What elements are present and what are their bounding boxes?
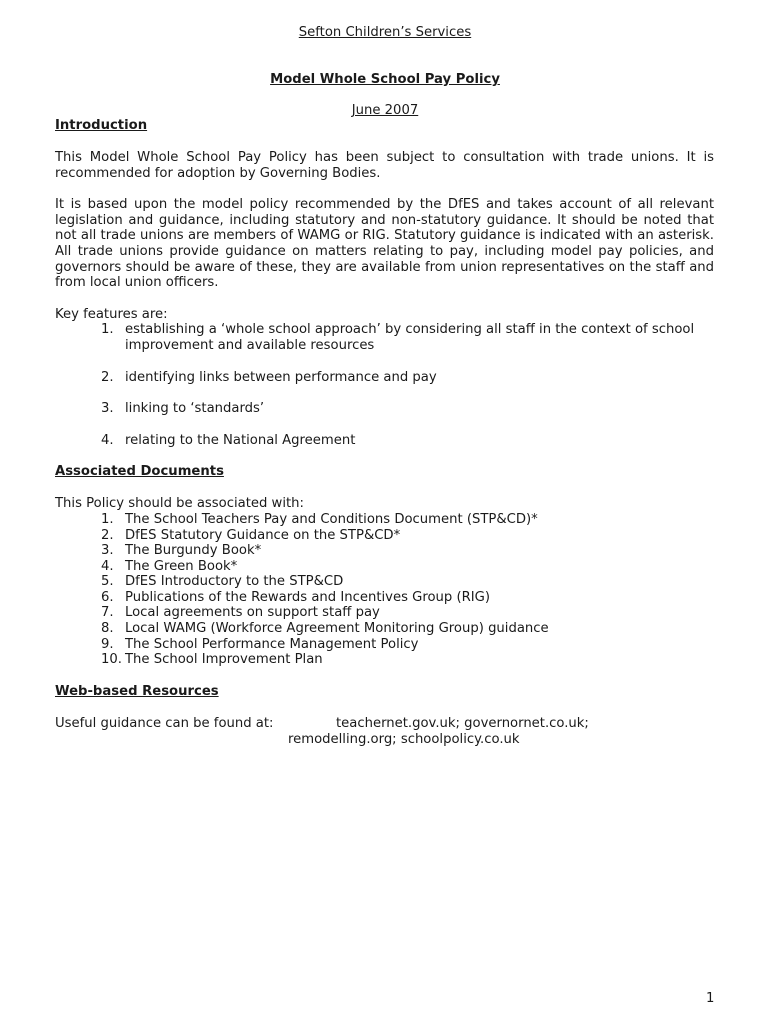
list-item-number: 1. [101, 511, 114, 527]
associated-documents-intro: This Policy should be associated with: [55, 496, 304, 512]
list-item-number: 1. [101, 322, 114, 338]
list-item [55, 574, 714, 590]
organisation-header: Sefton Children’s Services [298, 25, 472, 40]
list-item-number: 2. [101, 527, 114, 543]
list-item-text: The School Improvement Plan [125, 652, 323, 668]
list-item [55, 370, 714, 386]
list-item-text: identifying links between performance and pay [125, 369, 437, 385]
web-resources-links-line-2: remodelling.org; schoolpolicy.co.uk [288, 731, 520, 747]
list-item [55, 590, 714, 606]
list-item-number: 7. [101, 605, 114, 621]
page-number: 1 [706, 991, 715, 1006]
list-item-number: 8. [101, 621, 114, 637]
web-resources-label: Useful guidance can be found at: [55, 715, 274, 731]
web-resources-links-line-1: teachernet.gov.uk; governornet.co.uk; [336, 715, 589, 731]
associated-documents-list [55, 512, 714, 668]
introduction-heading: Introduction [55, 118, 148, 133]
list-item [55, 559, 714, 575]
list-item-text: linking to ‘standards’ [125, 401, 265, 417]
list-item-text: Local agreements on support staff pay [125, 605, 380, 621]
list-item-number: 3. [101, 543, 114, 559]
list-item-text: DfES Introductory to the STP&CD [125, 574, 344, 590]
list-item-text: The Green Book* [125, 558, 238, 574]
list-item-text: DfES Statutory Guidance on the STP&CD* [125, 527, 401, 543]
list-item [55, 543, 714, 559]
intro-paragraph-2: It is based upon the model policy recommended by the DfES and takes account of all relevant legislation and guidance, including statutory and non-statutory guidance. It should be noted that not all trade unions are members of WAMG or RIG. Statutory guidance is indicated with an asterisk. All trade unions provide guidance on matters relating to pay, including model pay policies, and governors should be aware of these, they are available from union representatives on the staff and from local union officers. [55, 197, 714, 291]
list-item [55, 621, 714, 637]
key-features-intro: Key features are: [55, 306, 168, 322]
list-item-text: relating to the National Agreement [125, 432, 356, 448]
list-item-text: The Burgundy Book* [125, 543, 262, 559]
list-item-text: The School Teachers Pay and Conditions Document (STP&CD)* [125, 511, 538, 527]
intro-paragraph-1: This Model Whole School Pay Policy has been subject to consultation with trade unions. It is recommended for adoption by Governing Bodies. [55, 150, 714, 181]
list-item-number: 10. [101, 652, 122, 668]
key-features-list [55, 322, 714, 448]
list-item [55, 322, 714, 353]
list-item-number: 4. [101, 558, 114, 574]
list-item-number: 9. [101, 636, 114, 652]
list-item-text: establishing a ‘whole school approach’ by considering all staff in the context of school improvement and available resources [125, 322, 695, 353]
list-item [55, 401, 714, 417]
list-item [55, 605, 714, 621]
list-item-number: 2. [101, 369, 114, 385]
list-item-number: 5. [101, 574, 114, 590]
list-item [55, 433, 714, 449]
list-item-number: 4. [101, 432, 114, 448]
list-item [55, 637, 714, 653]
list-item-number: 6. [101, 589, 114, 605]
list-item-text: Publications of the Rewards and Incentives Group (RIG) [125, 589, 491, 605]
list-item [55, 512, 714, 528]
document-date: June 2007 [351, 103, 419, 118]
associated-documents-heading: Associated Documents [55, 464, 224, 480]
document-title: Model Whole School Pay Policy [270, 72, 500, 87]
list-item-text: The School Performance Management Policy [125, 636, 419, 652]
list-item [55, 652, 714, 668]
list-item-number: 3. [101, 401, 114, 417]
web-resources-block [55, 716, 714, 748]
list-item [55, 528, 714, 544]
web-resources-heading: Web-based Resources [55, 683, 219, 699]
document-body [55, 118, 714, 748]
list-item-text: Local WAMG (Workforce Agreement Monitoring Group) guidance [125, 621, 549, 637]
